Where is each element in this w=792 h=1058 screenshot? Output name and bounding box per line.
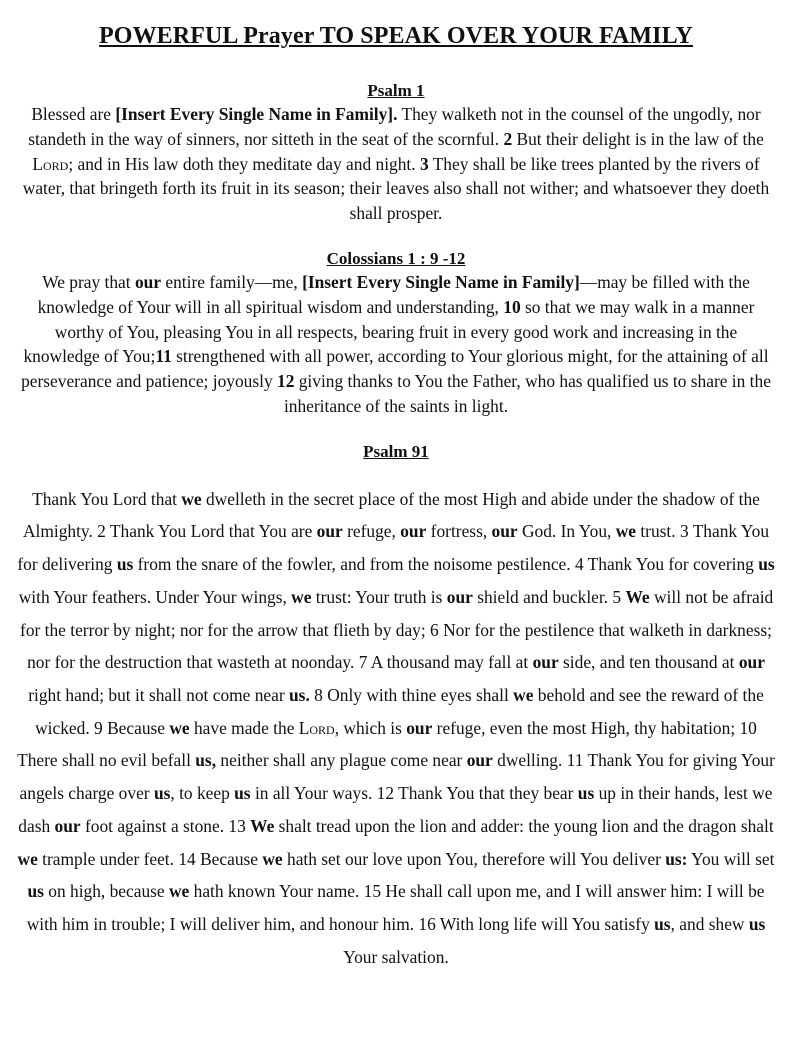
emphasis-text: us: bbox=[665, 848, 688, 869]
emphasis-text: us bbox=[654, 913, 671, 934]
text-run: You will set bbox=[687, 848, 775, 869]
emphasis-text: our bbox=[406, 717, 433, 738]
emphasis-text: us. bbox=[289, 684, 310, 705]
text-run: strengthened with all power, according to Your glorious might, for the attaining of all perseverance and patience; joyously bbox=[21, 346, 769, 392]
text-run: But their delight is in the law of the bbox=[512, 128, 764, 149]
text-run: fortress, bbox=[426, 521, 492, 542]
emphasis-text: us, bbox=[195, 750, 217, 771]
section-colossians bbox=[16, 248, 776, 419]
emphasis-text: we bbox=[181, 488, 202, 509]
text-run: right hand; but it shall not come near bbox=[28, 684, 290, 705]
text-run: ; and in His law doth they meditate day and night. bbox=[68, 153, 420, 174]
text-run: trust. 3 Thank You for delivering bbox=[17, 521, 770, 575]
emphasis-text: our bbox=[400, 521, 427, 542]
small-caps-text: Lord bbox=[32, 153, 69, 174]
text-run: up in their hands, lest we dash bbox=[18, 783, 773, 836]
text-run: , which is bbox=[334, 717, 407, 738]
text-run: Blessed are bbox=[31, 104, 116, 124]
emphasis-text: we bbox=[513, 684, 534, 705]
emphasis-text: our bbox=[532, 652, 559, 673]
emphasis-text: us bbox=[577, 783, 595, 804]
emphasis-text: us bbox=[27, 881, 44, 902]
emphasis-text: 3 bbox=[419, 153, 429, 174]
section-psalm-1 bbox=[16, 80, 776, 226]
text-run: We pray that bbox=[42, 271, 135, 292]
emphasis-text: us bbox=[234, 783, 251, 804]
emphasis-text: us bbox=[116, 554, 134, 575]
text-run: refuge, bbox=[342, 521, 401, 542]
text-run: dwelleth in the secret place of the most High and abide under the shadow of the Almighty. 2 Thank You Lord that You are bbox=[22, 488, 760, 542]
section-heading: Colossians 1 : 9 -12 bbox=[326, 248, 466, 268]
emphasis-text: [Insert Every Single Name in Family]. bbox=[115, 104, 398, 124]
section-paragraph bbox=[16, 270, 776, 419]
emphasis-text: our bbox=[491, 521, 518, 542]
emphasis-text: we bbox=[262, 848, 283, 869]
section-heading: Psalm 91 bbox=[363, 441, 429, 461]
text-run: giving thanks to You the Father, who has qualified us to share in the inheritance of the saints in light. bbox=[283, 371, 771, 416]
text-run: foot against a stone. 13 bbox=[80, 815, 251, 836]
emphasis-text: we bbox=[615, 521, 636, 542]
emphasis-text: our bbox=[446, 586, 473, 607]
emphasis-text: 11 bbox=[155, 346, 172, 367]
text-run: behold and see the reward of the wicked. 9 Because bbox=[35, 684, 764, 738]
text-run: neither shall any plague come near bbox=[216, 750, 467, 771]
text-run: trample under feet. 14 Because bbox=[37, 848, 263, 869]
emphasis-text: We bbox=[625, 586, 650, 607]
emphasis-text: We bbox=[250, 815, 275, 836]
section-paragraph bbox=[16, 483, 776, 974]
text-run: Your salvation. bbox=[343, 946, 449, 967]
text-run: , to keep bbox=[170, 783, 235, 804]
page-title: POWERFUL Prayer TO SPEAK OVER YOUR FAMILY bbox=[99, 23, 693, 49]
text-run: hath known Your name. 15 He shall call upon me, and I will answer him: I will be with him in trouble; I will deliver him, and honour him. 16 With long life will You satisfy bbox=[26, 881, 765, 934]
text-run: hath set our love upon You, therefore will You deliver bbox=[282, 848, 666, 869]
emphasis-text: we bbox=[17, 848, 38, 869]
text-run: have made the bbox=[189, 717, 299, 738]
text-run: side, and ten thousand at bbox=[558, 652, 739, 673]
text-run: will not be afraid for the terror by night; nor for the arrow that flieth by day; 6 Nor for the pestilence that walketh in darkness; nor for the destruction that wasteth at noonday. 7 A thousand may fall at bbox=[20, 586, 774, 673]
text-run: entire family—me, bbox=[161, 271, 303, 292]
text-run: 8 Only with thine eyes shall bbox=[309, 684, 514, 705]
emphasis-text: our bbox=[316, 521, 343, 542]
section-paragraph bbox=[16, 102, 776, 226]
text-run: God. In You, bbox=[517, 521, 616, 542]
emphasis-text: we bbox=[169, 717, 190, 738]
emphasis-text: us bbox=[748, 913, 766, 934]
text-run: refuge, even the most High, thy habitation; 10 There shall no evil befall bbox=[17, 717, 757, 771]
text-run: —may be filled with the knowledge of Your will in all spiritual wisdom and understanding, bbox=[37, 271, 750, 317]
emphasis-text: we bbox=[169, 881, 190, 902]
text-run: on high, because bbox=[43, 881, 169, 902]
emphasis-text: us bbox=[758, 554, 775, 575]
text-run: in all Your ways. 12 Thank You that they bear bbox=[250, 783, 578, 804]
text-run: They walketh not in the counsel of the ungodly, nor standeth in the way of sinners, nor sitteth in the seat of the scornful. bbox=[28, 104, 761, 149]
emphasis-text: we bbox=[291, 586, 312, 607]
section-psalm-91 bbox=[16, 441, 776, 974]
emphasis-text: 2 bbox=[503, 128, 513, 149]
text-run: , and shew bbox=[670, 913, 749, 934]
emphasis-text: 12 bbox=[277, 371, 295, 392]
text-run: shalt tread upon the lion and adder: the young lion and the dragon shalt bbox=[274, 815, 774, 836]
emphasis-text: [Insert Every Single Name in Family] bbox=[302, 271, 580, 292]
text-run: from the snare of the fowler, and from the noisome pestilence. 4 Thank You for covering bbox=[133, 554, 759, 575]
text-run: Thank You Lord that bbox=[32, 488, 182, 509]
text-run: trust: Your truth is bbox=[311, 586, 447, 607]
section-heading: Psalm 1 bbox=[367, 81, 425, 100]
emphasis-text: us bbox=[153, 783, 171, 804]
emphasis-text: our bbox=[466, 750, 493, 771]
emphasis-text: 10 bbox=[503, 296, 521, 317]
small-caps-text: Lord bbox=[298, 717, 335, 738]
emphasis-text: our bbox=[54, 815, 81, 836]
emphasis-text: our bbox=[738, 652, 765, 673]
text-run: shield and buckler. 5 bbox=[472, 586, 626, 607]
text-run: They shall be like trees planted by the rivers of water, that bringeth forth its fruit in its season; their leaves also shall not wither; and whatsoever they doeth shall prosper. bbox=[22, 153, 770, 224]
text-run: with Your feathers. Under Your wings, bbox=[18, 586, 292, 607]
emphasis-text: our bbox=[134, 271, 162, 292]
text-run: so that we may walk in a manner worthy of You, pleasing You in all respects, bearing fruit in every good work and increasing in the knowledge of You; bbox=[23, 296, 755, 367]
text-run: dwelling. 11 Thank You for giving Your angels charge over bbox=[19, 750, 775, 804]
